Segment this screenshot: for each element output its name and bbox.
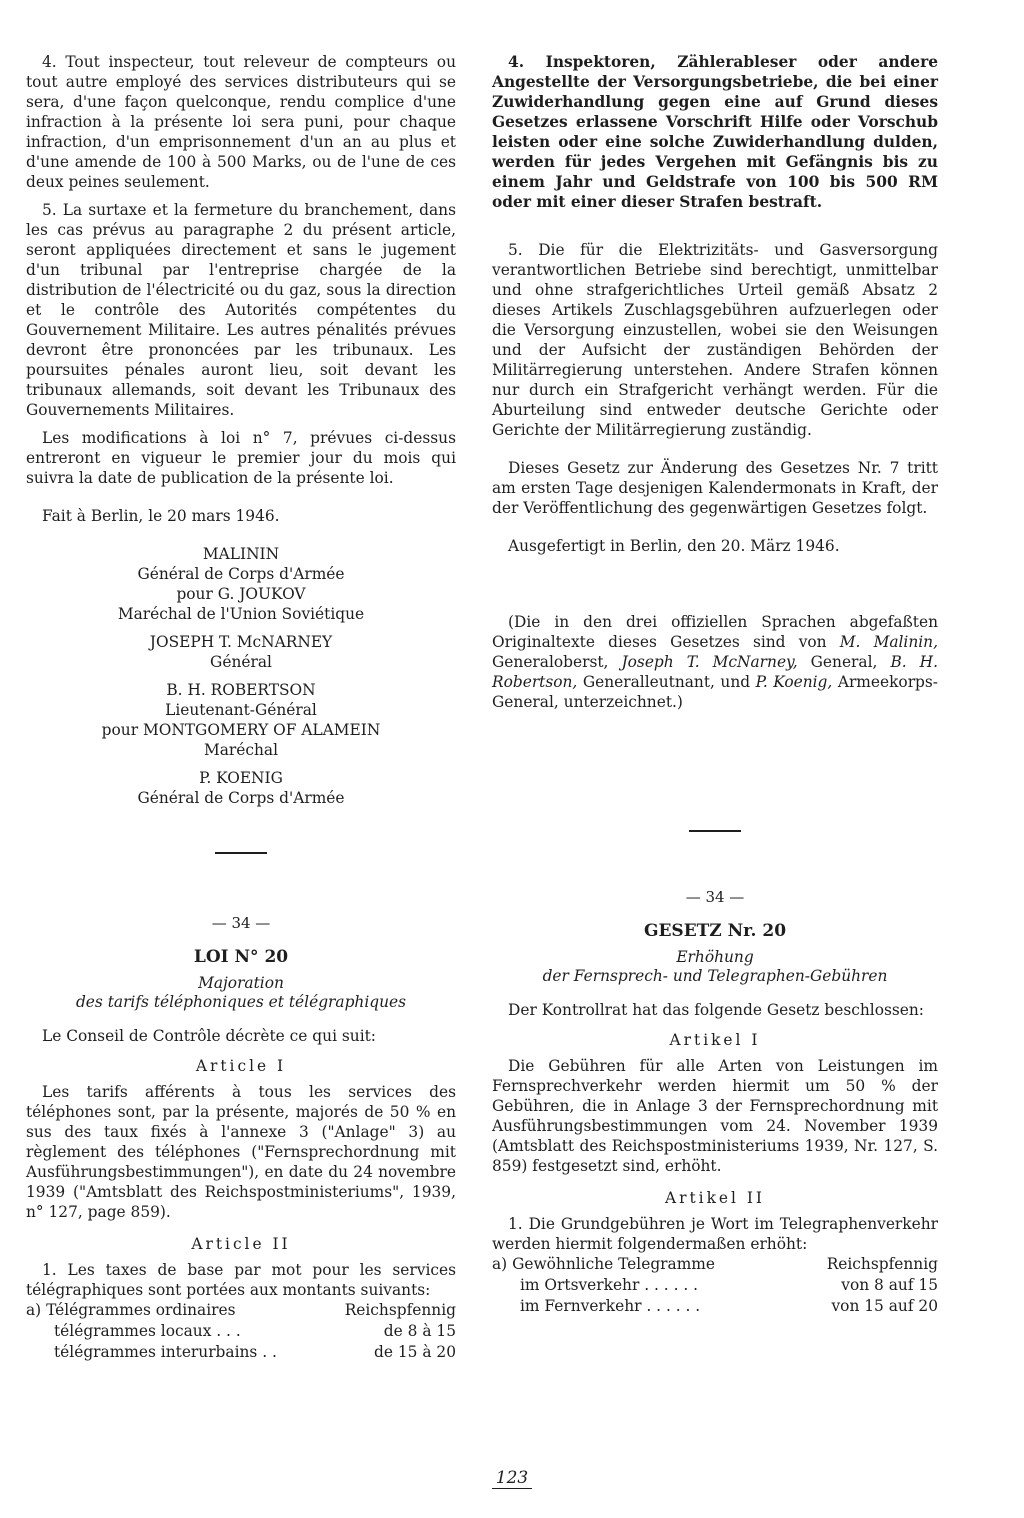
signature-robertson [26,680,456,760]
tariff-row-value: von 15 auf 20 [831,1297,938,1315]
fr-article-1-text: Les tarifs afférents à tous les services des téléphones sont, par la présente, majorés de 50 % en sus des taux fixés à l'annexe 3 ("Anlage" 3) au règlement des téléphones ("Fernsprechordnung mit Ausführungsbestimmungen"), en date du 24 novembre 1939 ("Amtsblatt des Reichspostministeriums", 1939, n° 127, page 859). [26,1083,456,1221]
signature-line: Maréchal de l'Union Soviétique [117,605,365,623]
french-column [26,52,456,1363]
signature-line: Lieutenant-Général [165,701,317,719]
tariff-category: a) Gewöhnliche Telegramme [492,1255,716,1273]
de-tariff-table [492,1254,938,1317]
law-title: LOI N° 20 [193,947,289,967]
tariff-unit: Reichspfennig [344,1301,456,1319]
tariff-row-label: télégrammes locaux . . . [54,1322,241,1340]
signature-line: Général de Corps d'Armée [137,789,345,807]
article-2-heading: Article II [191,1235,291,1253]
de-modification-clause: Dieses Gesetz zur Änderung des Gesetzes Nr. 7 tritt am ersten Tage desjenigen Kalendermonats in Kraft, der der Veröffentlichung des gegenwärtigen Gesetzes folgt. [492,459,938,517]
fr-intro: Le Conseil de Contrôle décrète ce qui suit: [42,1027,376,1045]
de-intro: Der Kontrollrat hat das folgende Gesetz beschlossen: [508,1001,924,1019]
law-subtitle: des tarifs téléphoniques et télégraphiques [75,993,407,1011]
folio-number: 123 [492,1468,532,1489]
note-text: (Die in den drei offiziellen Sprachen abgefaßten Originaltexte dieses Gesetzes sind von [492,613,938,651]
note-text: Generaloberst, [492,653,622,671]
signature-line: JOSEPH T. McNARNEY [149,633,333,651]
signature-line: pour MONTGOMERY OF ALAMEIN [101,721,381,739]
law-title: GESETZ Nr. 20 [643,921,787,941]
tariff-row-label: im Fernverkehr . . . . . . [520,1297,701,1315]
note-signatory: M. Malinin, [839,633,938,651]
law-subtitle: Erhöhung [676,948,754,966]
signature-line: Général [210,653,272,671]
fr-place-date: Fait à Berlin, le 20 mars 1946. [42,507,280,525]
tariff-row-label: télégrammes interurbains . . [54,1343,277,1361]
de-paragraph-4: 4. Inspektoren, Zählerableser oder andere Angestellte der Versorgungsbetriebe, die bei einer Zuwiderhandlung gegen eine auf Grund dieses Gesetzes erlassene Vorschrift Hilfe oder Vorschub leisten oder eine solche Zuwiderhandlung dulden, werden für jedes Vergehen mit Gefängnis bis zu einem Jahr und Geldstrafe von 100 bis 500 RM oder mit einer dieser Strafen bestraft. [492,53,938,211]
tariff-row-value: de 15 à 20 [374,1343,456,1361]
signature-mcnarney [26,632,456,672]
fr-paragraph-4: 4. Tout inspecteur, tout releveur de compteurs ou tout autre employé des services distributeurs qui se sera, d'une façon quelconque, rendu complice d'une infraction à la présente loi sera puni, pour chaque infraction, d'un emprisonnement d'un an au plus et d'une amende de 100 à 500 Marks, ou de l'une de ces deux peines seulement. [26,53,456,191]
signature-line: pour G. JOUKOV [176,585,306,603]
note-signatory: Joseph T. McNarney, [621,653,798,671]
signature-line: Général de Corps d'Armée [137,565,345,583]
signature-koenig [26,768,456,808]
signature-malinin [26,544,456,624]
page-number-marker: — 34 — [211,914,271,932]
tariff-row-value: von 8 auf 15 [841,1276,938,1294]
folio-page-number [0,1468,1024,1488]
law-subtitle: Majoration [198,974,284,992]
de-article-1-text: Die Gebühren für alle Arten von Leistungen im Fernsprechverkehr werden hiermit um 50 % der Gebühren, die in Anlage 3 der Fernsprechordnung mit Ausführungsbestimmungen vom 24. November 1939 (Amtsblatt des Reichspostministeriums 1939, Nr. 127, S. 859) festgesetzt sind, erhöht. [492,1057,938,1175]
de-paragraph-5: 5. Die für die Elektrizitäts- und Gasversorgung verantwortlichen Betriebe sind berechtigt, unmittelbar und ohne strafgerichtliches Urteil gemäß Absatz 2 dieses Artikels Zuschlagsgebühren aufzuerlegen oder die Versorgung einzustellen, wobei sie den Weisungen und der Aufsicht der zuständigen Behörden der Militärregierung unterstehen. Andere Strafen können nur durch ein Strafgericht verhängt werden. Für die Aburteilung sind entweder deutsche Gerichte oder Gerichte der Militärregierung zuständig. [492,241,938,439]
fr-tariff-table [26,1300,456,1363]
note-signatory: P. Koenig, [755,673,833,691]
page-number-marker: — 34 — [685,888,745,906]
note-text: General, [797,653,891,671]
signature-line: B. H. ROBERTSON [166,681,316,699]
fr-modification-clause: Les modifications à loi n° 7, prévues ci-dessus entreront en vigueur le premier jour du mois qui suivra la date de publication de la présente loi. [26,429,456,487]
note-text: Generalleutnant, und [577,673,756,691]
de-article-2-text: 1. Die Grundgebühren je Wort im Telegraphenverkehr werden hiermit folgendermaßen erhöht: [492,1215,938,1253]
article-1-heading: Artikel I [669,1031,761,1049]
tariff-category: a) Télégrammes ordinaires [26,1301,236,1319]
law-subtitle: der Fernsprech- und Telegraphen-Gebühren [542,967,888,985]
german-column [492,52,938,1317]
de-signatory-note [492,612,938,712]
article-2-heading: Artikel II [665,1189,765,1207]
de-place-date: Ausgefertigt in Berlin, den 20. März 1946. [508,537,840,555]
tariff-row-value: de 8 à 15 [383,1322,456,1340]
signature-line: P. KOENIG [199,769,283,787]
article-1-heading: Article I [195,1057,287,1075]
tariff-unit: Reichspfennig [826,1255,938,1273]
note-text: Armeekorps-General, unterzeichnet.) [492,673,939,711]
fr-article-2-text: 1. Les taxes de base par mot pour les services télégraphiques sont portées aux montants suivants: [26,1261,456,1299]
signature-line: MALININ [202,545,280,563]
note-signatory: B. H. Robertson, [492,653,938,691]
fr-paragraph-5: 5. La surtaxe et la fermeture du branchement, dans les cas prévus au paragraphe 2 du présent article, seront appliquées directement et sans le jugement d'un tribunal par l'entreprise chargée de la distribution de l'électricité ou du gaz, sous la direction et le contrôle des Autorités compétentes du Gouvernement Militaire. Les autres pénalités prévues devront être prononcées par les tribunaux. Les poursuites pénales auront lieu, soit devant les tribunaux allemands, soit devant les Tribunaux des Gouvernements Militaires. [26,201,456,419]
tariff-row-label: im Ortsverkehr . . . . . . [520,1276,699,1294]
signature-line: Maréchal [203,741,279,759]
